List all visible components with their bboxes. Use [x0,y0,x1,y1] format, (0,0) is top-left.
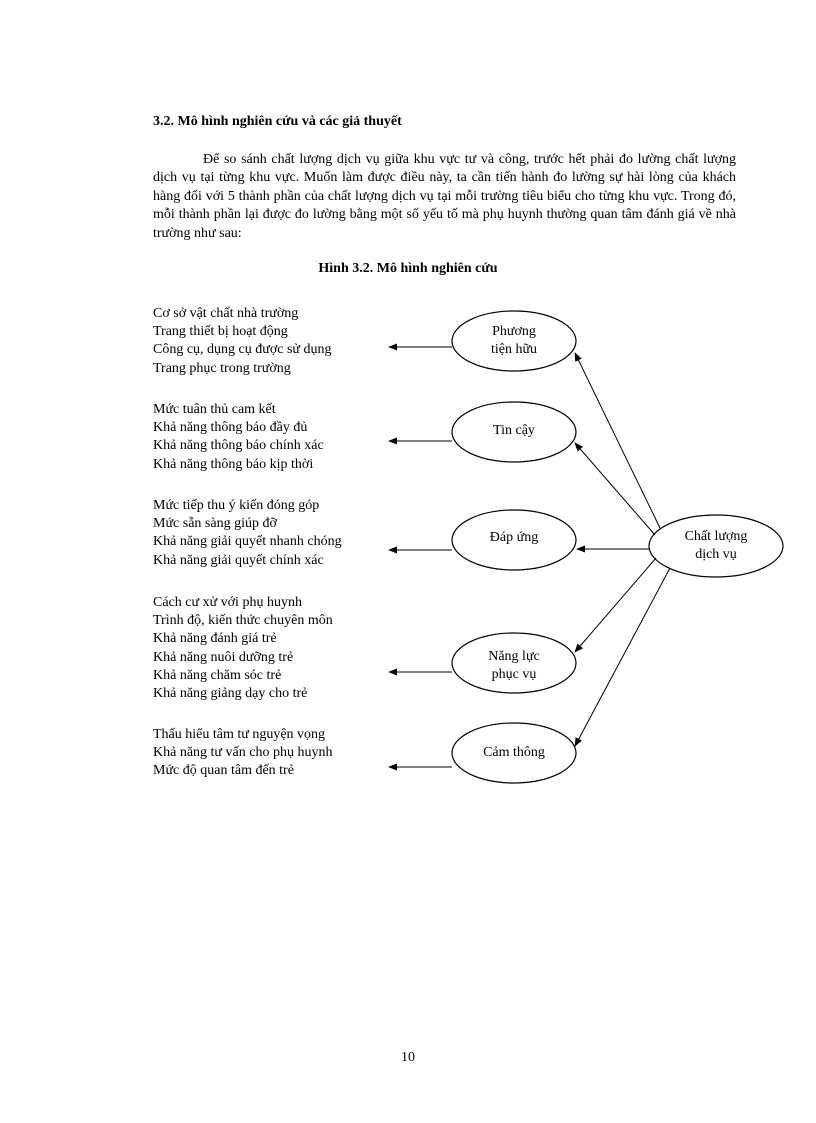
factor-item: Khả năng nuôi dưỡng trẻ [153,649,294,665]
factor-item: Trình độ, kiến thức chuyên môn [153,613,333,629]
factor-item: Khả năng giải quyết nhanh chóng [153,534,342,550]
factor-item: Khả năng giảng dạy cho trẻ [153,686,308,702]
node-label-cam-thong [452,744,576,762]
node-label-phuong-tien-huu [452,323,576,359]
node-label-line: Năng lực [488,649,540,664]
body-paragraph: Để so sánh chất lượng dịch vụ giữa khu vực tư và công, trước hết phải đo lường chất lượng dịch vụ tại từng khu vực. Muốn làm được điều này, ta cần tiến hành đo lường sự hài lòng của khách hàng đối với 5 thành phần của chất lượng dịch vụ tại mỗi trường tiêu biểu cho từng khu vực. Trong đó, mỗi thành phần lại được đo lường bằng một số yếu tố mà phụ huynh thường quan tâm đánh giá về nhà trường như sau: [153,152,736,241]
factor-item: Cơ sở vật chất nhà trường [153,306,299,321]
factor-item: Khả năng thông báo chính xác [153,438,324,454]
figure-title: Hình 3.2. Mô hình nghiên cứu [318,261,498,276]
factor-item: Trang phục trong trường [153,360,291,376]
page-number: 10 [401,1050,415,1065]
factor-item: Thấu hiểu tâm tư nguyện vọng [153,727,326,742]
factor-item: Mức tiếp thu ý kiến đóng góp [153,498,320,513]
factor-item: Mức độ quan tâm đến trẻ [153,763,294,779]
factor-item: Mức tuân thủ cam kết [153,402,276,417]
node-label-chat-luong-dich-vu [649,528,783,564]
factor-item: Khả năng thông báo kịp thời [153,456,314,472]
factor-item: Khả năng tư vấn cho phụ huynh [153,745,333,761]
arrow-center-to-node-5 [575,568,670,746]
factor-item: Cách cư xử với phụ huynh [153,595,302,610]
node-label-line: dịch vụ [695,547,737,562]
arrow-center-to-node-4 [575,558,656,652]
node-label-line: Chất lượng [684,529,748,544]
arrow-center-to-node-2 [575,443,655,535]
node-label-line: phục vụ [491,667,537,682]
node-label-nang-luc-phuc-vu [452,648,576,684]
node-label-line: tiện hữu [490,342,538,357]
factor-item: Khả năng chăm sóc trẻ [153,667,282,683]
node-label-tin-cay [452,422,576,440]
node-label-line: Đáp ứng [489,530,539,545]
node-label-line: Tin cậy [493,423,535,438]
factor-item: Công cụ, dụng cụ được sử dụng [153,342,332,358]
factor-item: Khả năng giải quyết chính xác [153,552,324,568]
node-label-dap-ung [452,529,576,547]
factor-item: Khả năng đánh giá trẻ [153,631,277,647]
node-label-line: Phương [492,324,536,339]
factor-item: Trang thiết bị hoạt động [153,324,288,340]
node-label-line: Cảm thông [483,745,545,760]
factor-item: Khả năng thông báo đầy đủ [153,420,308,436]
arrow-center-to-node-1 [575,353,660,528]
factor-item: Mức sẵn sàng giúp đỡ [153,516,277,532]
section-heading: 3.2. Mô hình nghiên cứu và các giả thuyết [153,114,402,129]
